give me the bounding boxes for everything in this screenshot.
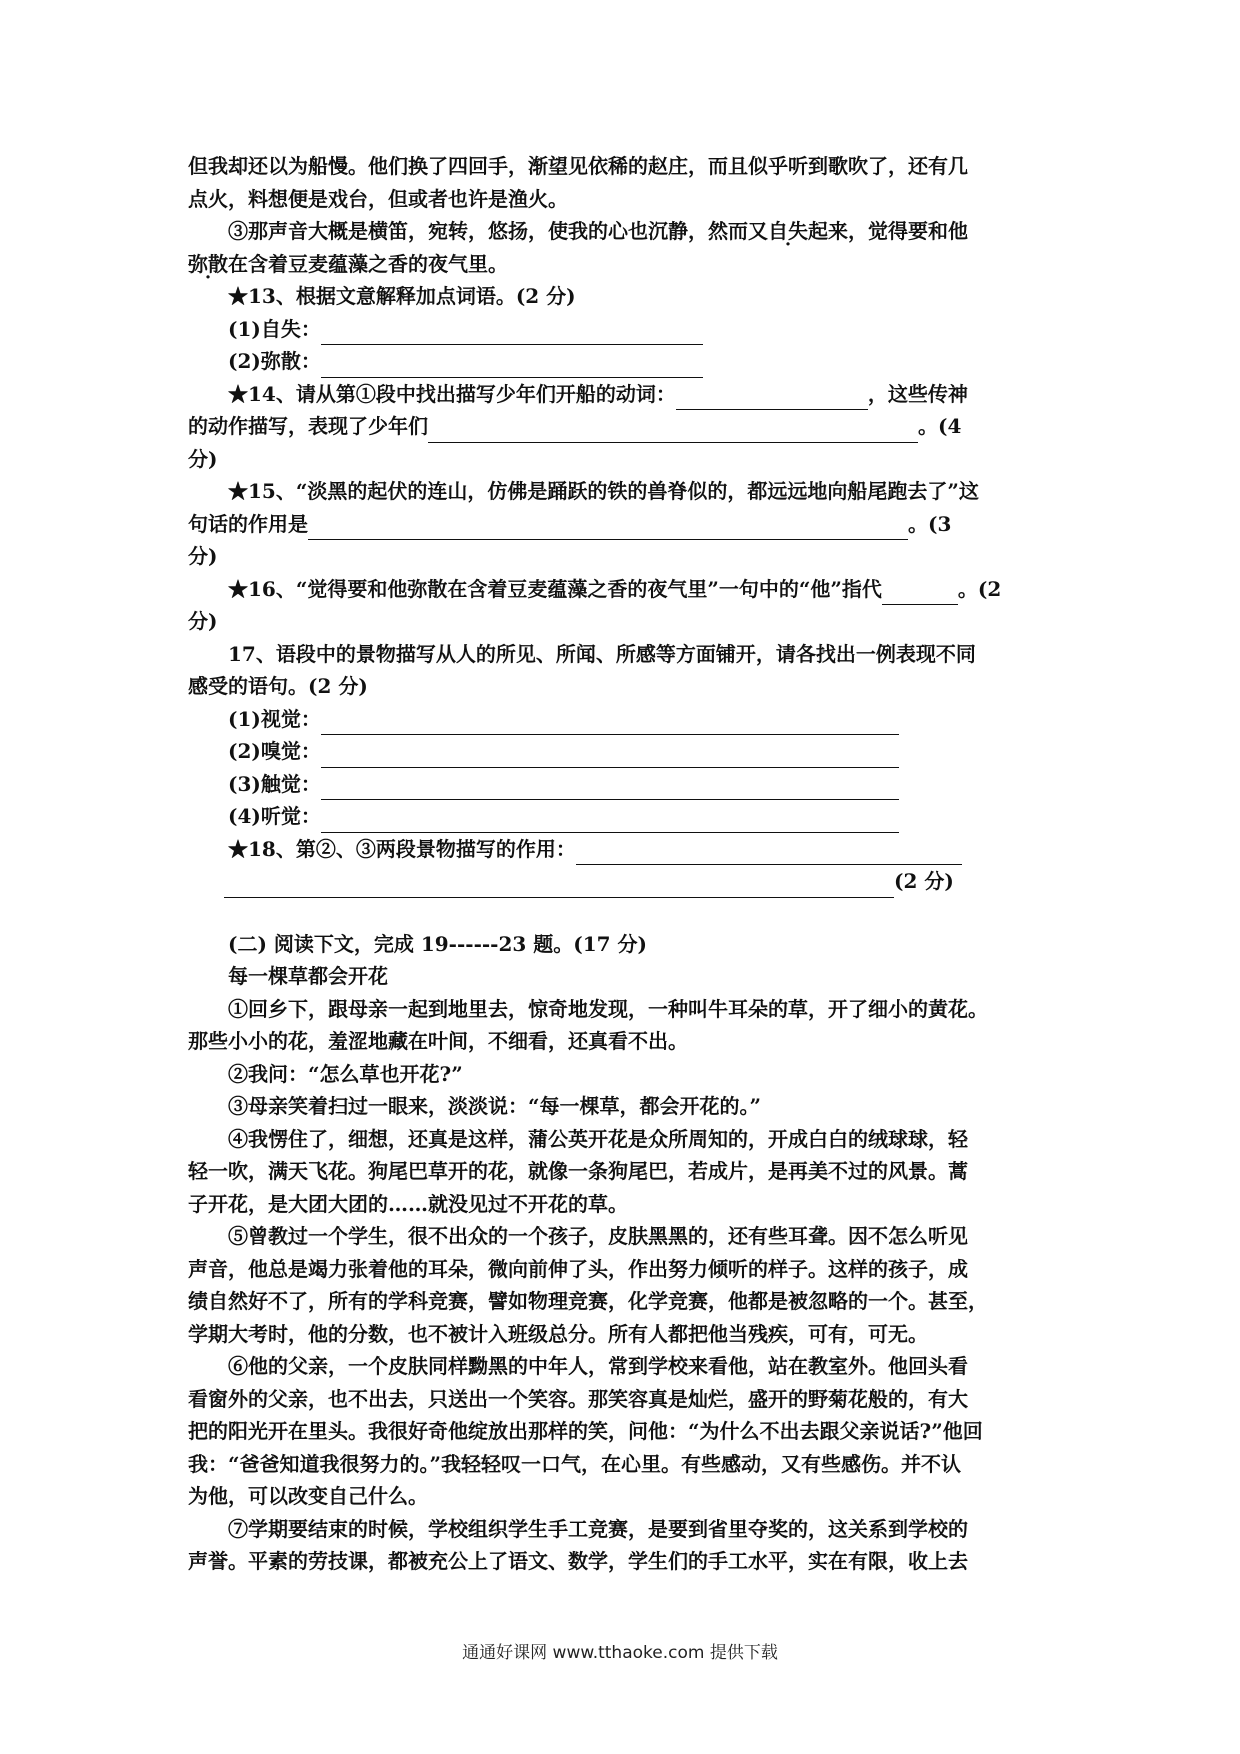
answer-blank[interactable] [882, 582, 958, 605]
answer-blank[interactable] [576, 842, 962, 865]
article-line: 轻一吹，满天飞花。狗尾巴草开的花，就像一条狗尾巴，若成片，是再美不过的风景。蒿 [188, 1159, 968, 1183]
dotted-word-zishi: 自失 [768, 219, 808, 243]
answer-blank[interactable] [676, 387, 868, 410]
section-2-heading: (二) 阅读下文，完成 19------23 题。(17 分) [228, 931, 648, 956]
article-line: ⑦学期要结束的时候，学校组织学生手工竞赛，是要到省里夺奖的，这关系到学校的 [228, 1516, 968, 1541]
answer-blank[interactable] [321, 355, 703, 378]
answer-blank[interactable] [321, 777, 899, 800]
article-line: 子开花，是大团大团的……就没见过不开花的草。 [188, 1191, 628, 1216]
question-13-2: (2)弥散： [188, 345, 1058, 378]
question-18-cont: (2 分) [188, 865, 1058, 898]
question-16-cont: 分) [188, 609, 218, 633]
article-line: 看窗外的父亲，也不出去，只送出一个笑容。那笑容真是灿烂，盛开的野菊花般的，有大 [188, 1386, 968, 1411]
article-line: 声誉。平素的劳技课，都被充公上了语文、数学，学生们的手工水平，实在有限，收上去 [188, 1549, 968, 1573]
page-footer: 通通好课网 www.tthaoke.com 提供下载 [462, 1643, 778, 1663]
article-line: 学期大考时，他的分数，也不被计入班级总分。所有人都把他当残疾，可有，可无。 [188, 1321, 928, 1346]
question-18: ★18、第②、③两段景物描写的作用： [188, 833, 1058, 866]
article-line: ①回乡下，跟母亲一起到地里去，惊奇地发现，一种叫牛耳朵的草，开了细小的黄花。 [228, 996, 988, 1021]
answer-blank[interactable] [321, 810, 899, 833]
article-line: ⑤曾教过一个学生，很不出众的一个孩子，皮肤黑黑的，还有些耳聋。因不怎么听见 [228, 1224, 968, 1248]
article-line: 为他，可以改变自己什么。 [188, 1484, 428, 1508]
article-line: ⑥他的父亲，一个皮肤同样黝黑的中年人，常到学校来看他，站在教室外。他回头看 [228, 1354, 968, 1378]
article-line: 那些小小的花，羞涩地藏在叶间，不细看，还真看不出。 [188, 1029, 688, 1053]
answer-blank[interactable] [321, 745, 899, 768]
passage-line: 弥散在含着豆麦蕴藻之香的夜气里。 [188, 248, 1058, 281]
question-17-1: (1)视觉： [188, 703, 1058, 736]
article-line: 我：“爸爸知道我很努力的。”我轻轻叹一口气，在心里。有些感动，又有些感伤。并不认 [188, 1451, 962, 1476]
article-line: 声音，他总是竭力张着他的耳朵，微向前伸了头，作出努力倾听的样子。这样的孩子，成 [188, 1256, 968, 1281]
question-17: 17、语段中的景物描写从人的所见、所闻、所感等方面铺开，请各找出一例表现不同 [228, 641, 976, 666]
article-line: ②我问：“怎么草也开花?” [228, 1061, 463, 1086]
dotted-word-misan: 弥散 [188, 251, 228, 276]
exam-page [188, 150, 1058, 1578]
question-16: ★16、“觉得要和他弥散在含着豆麦蕴藻之香的夜气里”一句中的“他”指代 。(2 [188, 573, 1058, 606]
question-17-4: (4)听觉： [188, 800, 1058, 833]
answer-blank[interactable] [308, 517, 908, 540]
question-17-cont: 感受的语句。(2 分) [188, 674, 368, 698]
article-line: 绩自然好不了，所有的学科竞赛，譬如物理竞赛，化学竞赛，他都是被忽略的一个。甚至， [188, 1289, 988, 1313]
question-14-cont: 的动作描写，表现了少年们 。(4 [188, 410, 1058, 443]
passage-line: 点火，料想便是戏台，但或者也许是渔火。 [188, 186, 568, 211]
answer-blank[interactable] [321, 712, 899, 735]
passage-line: 但我却还以为船慢。他们换了四回手，渐望见依稀的赵庄，而且似乎听到歌吹了，还有几 [188, 154, 968, 178]
question-15-cont: 句话的作用是 。(3 [188, 508, 1058, 541]
question-17-3: (3)触觉： [188, 768, 1058, 801]
question-13-1: (1)自失： [188, 313, 1058, 346]
article-line: 把的阳光开在里头。我很好奇他绽放出那样的笑，问他：“为什么不出去跟父亲说话?”他回 [188, 1419, 983, 1443]
article-line: ③母亲笑着扫过一眼来，淡淡说：“每一棵草，都会开花的。” [228, 1094, 762, 1118]
question-15-cont: 分) [188, 544, 218, 568]
question-17-2: (2)嗅觉： [188, 735, 1058, 768]
question-14-cont: 分) [188, 446, 218, 471]
article-line: ④我愣住了，细想，还真是这样，蒲公英开花是众所周知的，开成白白的绒球球，轻 [228, 1126, 968, 1151]
answer-blank[interactable] [321, 322, 703, 345]
article-title: 每一棵草都会开花 [228, 964, 388, 988]
question-13: ★13、根据文意解释加点词语。(2 分) [228, 284, 576, 308]
passage-paragraph-3: ③那声音大概是横笛，宛转，悠扬，使我的心也沉静，然而又自失起来，觉得要和他 [188, 215, 1058, 248]
question-14: ★14、请从第①段中找出描写少年们开船的动词： ，这些传神 [188, 378, 1058, 411]
question-15: ★15、“淡黑的起伏的连山，仿佛是踊跃的铁的兽脊似的，都远远地向船尾跑去了”这 [228, 479, 979, 503]
answer-blank[interactable] [224, 875, 894, 898]
answer-blank[interactable] [428, 420, 918, 443]
